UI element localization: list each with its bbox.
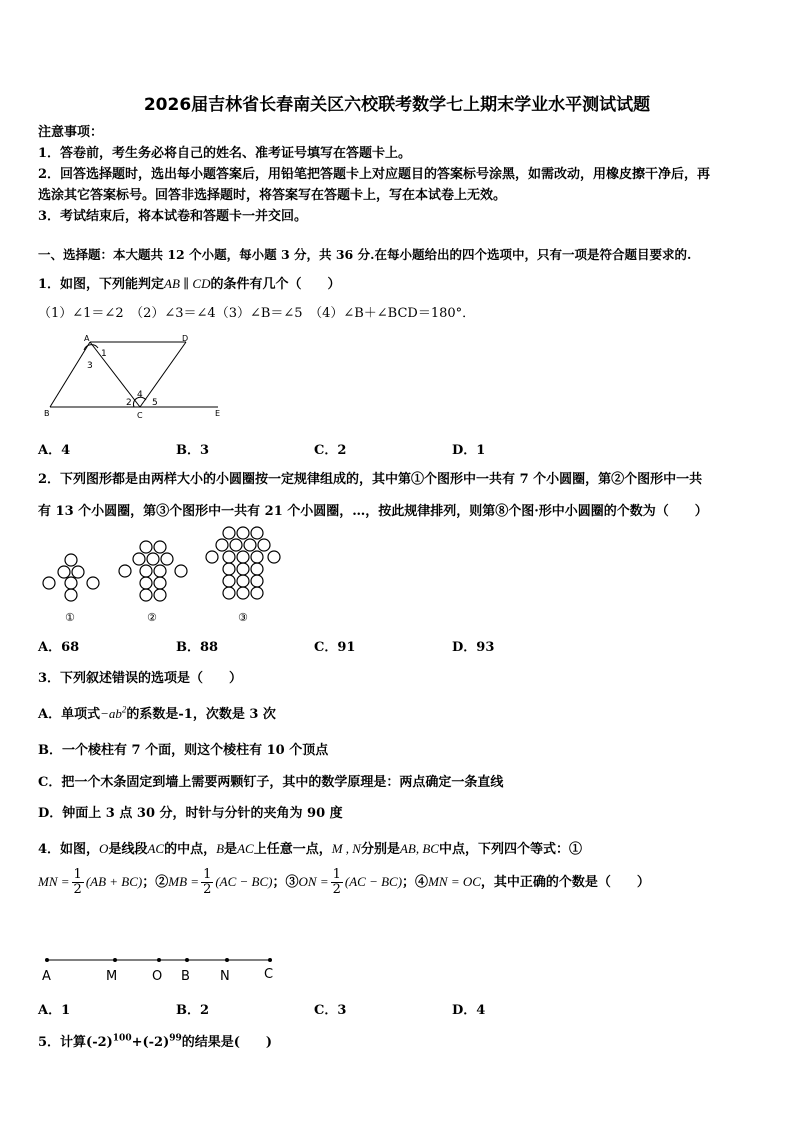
fig2-label-3: ③	[238, 611, 248, 624]
q4-option-c[interactable]: C．3	[314, 1003, 347, 1018]
q4-segment-figure	[38, 950, 288, 986]
notice-item-1: 1．答卷前，考生务必将自己的姓名、准考证号填写在答题卡上。	[38, 146, 412, 161]
fig1-label-c: C	[137, 411, 143, 420]
fig1-label-a: A	[84, 334, 90, 343]
q2-option-a[interactable]: A．68	[38, 640, 80, 655]
seg-label-a: A	[42, 969, 51, 984]
fig1-angle-5: 5	[152, 398, 158, 408]
q3-option-a[interactable]: A．单项式$-ab^2$的系数是-1，次数是 3 次	[38, 704, 276, 722]
fig1-angle-2: 2	[126, 398, 132, 408]
q3-option-d[interactable]: D．钟面上 3 点 30 分，时针与分针的夹角为 90 度	[38, 806, 343, 821]
q2-figure	[34, 522, 294, 628]
q1-conditions: （1）∠1＝∠2 （2）∠3＝∠4（3）∠B＝∠5 （4）∠B＋∠BCD＝180°．	[38, 306, 476, 321]
fig2-label-1: ①	[65, 611, 75, 624]
fig1-angle-4: 4	[137, 390, 143, 400]
q2-stem-line2: 有 13 个小圆圈，第③个图形中一共有 21 个小圆圈，…，按此规律排列，则第⑧个图·形中小圆圈的个数为（ ）	[38, 504, 708, 519]
q1-figure	[38, 330, 228, 422]
q4-option-a[interactable]: A．1	[38, 1003, 71, 1018]
fig1-label-b: B	[44, 409, 50, 418]
q3-stem: 3．下列叙述错误的选项是（ ）	[38, 671, 243, 686]
fig1-angle-3: 3	[87, 361, 93, 371]
q1-option-c[interactable]: C．2	[314, 443, 347, 458]
seg-label-o: O	[152, 969, 163, 984]
q2-option-b[interactable]: B．88	[176, 640, 219, 655]
seg-label-m: M	[106, 969, 118, 984]
q4-option-b[interactable]: B．2	[176, 1003, 210, 1018]
q1-option-b[interactable]: B．3	[176, 443, 210, 458]
section-heading: 一、选择题：本大题共 12 个小题，每小题 3 分，共 36 分.在每小题给出的四个选项中，只有一项是符合题目要求的.	[38, 247, 692, 262]
notice-item-2-cont: 选涂其它答案标号。回答非选择题时，将答案写在答题卡上，写在本试卷上无效。	[38, 188, 507, 203]
q2-option-d[interactable]: D．93	[452, 640, 495, 655]
q1-stem: 1．如图，下列能判定AB ∥ CD的条件有几个（ ）	[38, 276, 341, 292]
q4-equations: MN = $\frac{1}{2}$ (AB + BC)；②MB = $\frac{1}{2}$ (AC − BC)；③ON = $\frac{1}{2}$ (AC − BC)；④MN = OC，其中正确的个数是（ ）	[38, 867, 650, 897]
q1-option-d[interactable]: D．1	[452, 443, 486, 458]
seg-label-b: B	[181, 969, 190, 984]
q2-stem-line1: 2．下列图形都是由两样大小的小圆圈按一定规律组成的，其中第①个图形中一共有 7 个小圆圈，第②个图形中一共	[38, 472, 703, 487]
q4-option-d[interactable]: D．4	[452, 1003, 486, 1018]
q4-stem: 4．如图，O是线段AC的中点，B是AC上任意一点，M , N分别是AB, BC中点，下列四个等式：①	[38, 841, 582, 857]
seg-label-n: N	[220, 969, 230, 984]
notice-item-3: 3．考试结束后，将本试卷和答题卡一并交回。	[38, 209, 308, 224]
q5-stem: 5．计算$(-2)^{100}+(-2)^{99}$的结果是( )	[38, 1033, 273, 1050]
notice-item-2: 2．回答选择题时，选出每小题答案后，用铅笔把答题卡上对应题目的答案标号涂黑，如需改动，用橡皮擦干净后，再	[38, 167, 711, 182]
fig2-label-2: ②	[147, 611, 157, 624]
fig1-angle-1: 1	[101, 349, 107, 359]
q3-option-c[interactable]: C．把一个木条固定到墙上需要两颗钉子，其中的数学原理是：两点确定一条直线	[38, 775, 504, 790]
fig1-label-d: D	[182, 334, 189, 343]
q1-option-a[interactable]: A．4	[38, 443, 71, 458]
notice-heading: 注意事项：	[38, 125, 104, 140]
q2-option-c[interactable]: C．91	[314, 640, 356, 655]
fig1-label-e: E	[215, 409, 221, 418]
seg-label-c: C	[264, 967, 274, 982]
q3-option-b[interactable]: B．一个棱柱有 7 个面，则这个棱柱有 10 个顶点	[38, 743, 329, 758]
page-title: 2026届吉林省长春南关区六校联考数学七上期末学业水平测试试题	[143, 95, 651, 115]
